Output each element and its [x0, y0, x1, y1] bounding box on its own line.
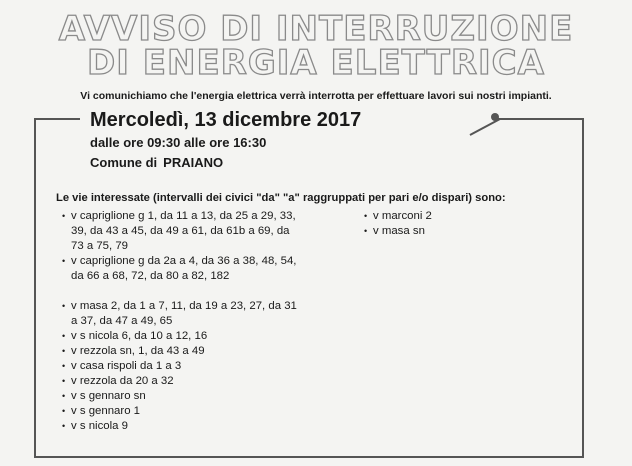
streets-list-left [62, 209, 302, 434]
list-item: • v masa 2, da 1 a 7, 11, da 19 a 23, 27, da 31 a 37, da 47 a 49, 65 [62, 299, 302, 329]
list-item: • v masa sn [364, 224, 544, 239]
interruption-date: Mercoledì, 13 dicembre 2017 [90, 109, 362, 131]
frame-top-left-edge [34, 118, 80, 120]
streets-list-right [364, 209, 544, 239]
list-item: • v s nicola 9 [62, 419, 302, 434]
list-item: • v s gennaro 1 [62, 404, 302, 419]
comune-name: PRAIANO [163, 155, 224, 170]
comune [90, 155, 229, 170]
list-item: • v capriglione g da 2a a 4, da 36 a 38, 48, 54, da 66 a 68, 72, da 80 a 82, 182 [62, 254, 302, 284]
streets-header: Le vie interessate (intervalli dei civici "da" "a" raggruppati per pari e/o dispari) sono: [56, 192, 506, 204]
frame-top-right-edge [494, 118, 584, 120]
list-item: • v s nicola 6, da 10 a 12, 16 [62, 329, 302, 344]
list-item: • v marconi 2 [364, 209, 544, 224]
pin-icon [491, 113, 499, 121]
intro-text: Vi comunichiamo che l'energia elettrica verrà interrotta per effettuare lavori sui nostri impianti. [80, 90, 552, 102]
list-item: • v casa rispoli da 1 a 3 [62, 359, 302, 374]
notice-title-line1: AVVISO DI INTERRUZIONE [58, 9, 574, 49]
interruption-time: dalle ore 09:30 alle ore 16:30 [90, 135, 267, 150]
comune-label: Comune di [90, 155, 158, 170]
list-item: • v capriglione g 1, da 11 a 13, da 25 a 29, 33, 39, da 43 a 45, da 49 a 61, da 61b a 69, da 73 a 75, 79 [62, 209, 302, 254]
list-item: • v rezzola sn, 1, da 43 a 49 [62, 344, 302, 359]
notice-title-line2: DI ENERGIA ELETTRICA [87, 43, 545, 83]
list-item: • v rezzola da 20 a 32 [62, 374, 302, 389]
list-item: • v s gennaro sn [62, 389, 302, 404]
